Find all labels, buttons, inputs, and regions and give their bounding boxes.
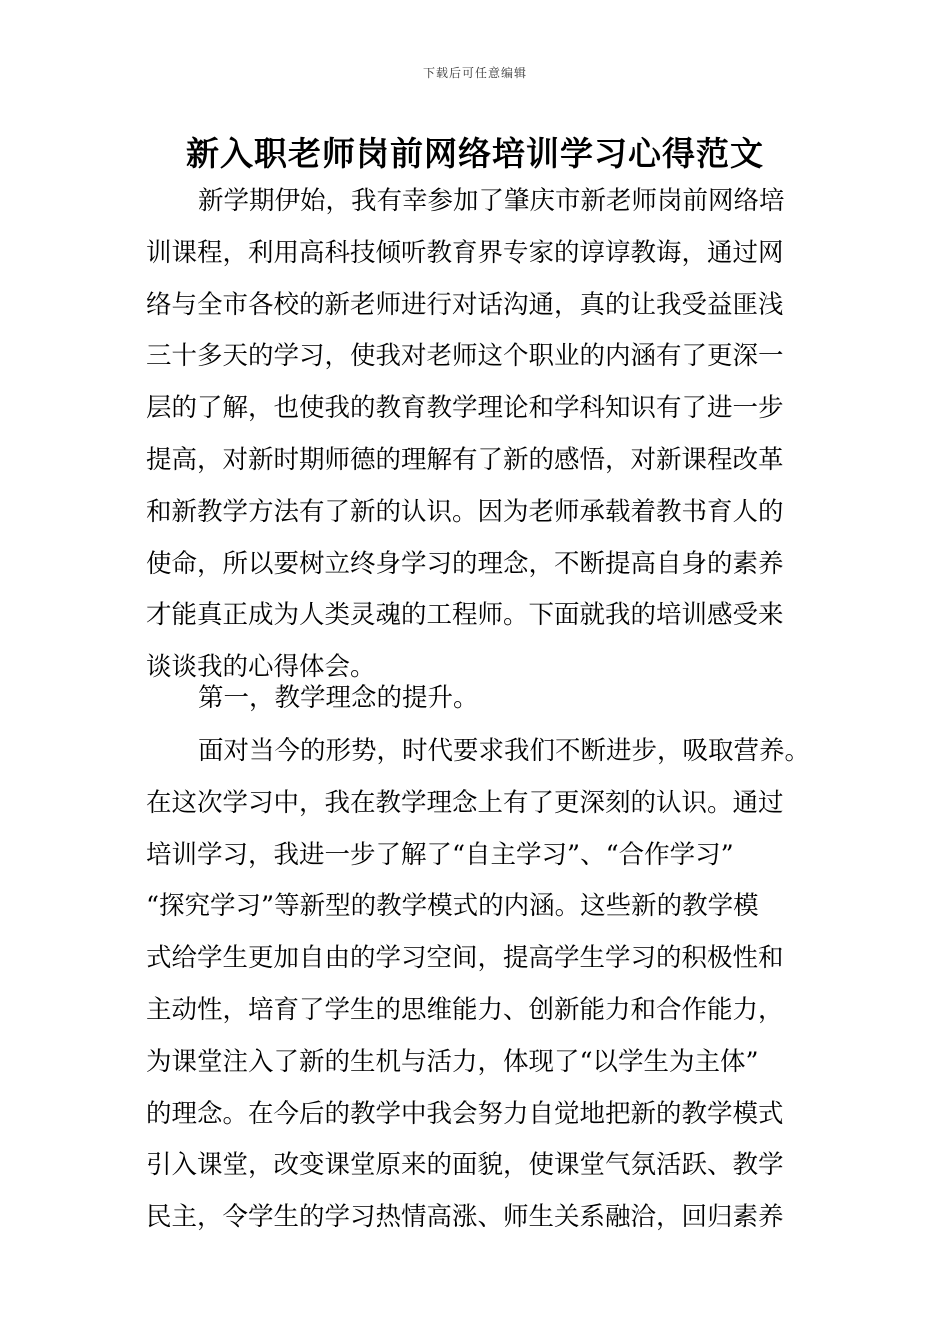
text-line: 才能真正成为人类灵魂的工程师。下面就我的培训感受来 bbox=[146, 600, 784, 631]
text-line: 新学期伊始，我有幸参加了肇庆市新老师岗前网络培 bbox=[198, 186, 785, 216]
text-line: 主动性，培育了学生的思维能力、创新能力和合作能力， bbox=[146, 994, 784, 1025]
text-line: 在这次学习中，我在教学理念上有了更深刻的认识。通过 bbox=[146, 787, 784, 818]
paragraph-intro bbox=[146, 176, 811, 694]
text-line: 式给学生更加自由的学习空间，提高学生学习的积极性和 bbox=[146, 943, 784, 974]
text-line: “探究学习”等新型的教学模式的内涵。这些新的教学模 bbox=[146, 891, 759, 922]
text-line: 和新教学方法有了新的认识。因为老师承载着教书育人的 bbox=[146, 496, 784, 527]
text-line: 谈谈我的心得体会。 bbox=[146, 652, 376, 683]
text-line: 络与全市各校的新老师进行对话沟通，真的让我受益匪浅 bbox=[146, 289, 784, 320]
text-line: 培训学习，我进一步了解了“自主学习”、“合作学习” bbox=[146, 839, 734, 870]
text-line: 的理念。在今后的教学中我会努力自觉地把新的教学模式 bbox=[146, 1098, 784, 1129]
text-line: 民主，令学生的学习热情高涨、师生关系融洽，回归素养 bbox=[146, 1202, 784, 1233]
text-line: 面对当今的形势，时代要求我们不断进步，吸取营养。 bbox=[198, 736, 811, 766]
text-line: 层的了解，也使我的教育教学理论和学科知识有了进一步 bbox=[146, 393, 784, 424]
text-line: 第一，教学理念的提升。 bbox=[198, 683, 479, 713]
text-line: 引入课堂，改变课堂原来的面貌，使课堂气氛活跃、教学 bbox=[146, 1150, 784, 1181]
document-title: 新入职老师岗前网络培训学习心得范文 bbox=[186, 134, 764, 173]
paragraph-teaching-concept bbox=[146, 726, 811, 1244]
text-line: 为课堂注入了新的生机与活力，体现了“以学生为主体” bbox=[146, 1046, 759, 1077]
section-heading bbox=[146, 673, 811, 725]
text-line: 训课程，利用高科技倾听教育界专家的谆谆教诲，通过网 bbox=[146, 237, 784, 268]
text-line: 三十多天的学习，使我对老师这个职业的内涵有了更深一 bbox=[146, 341, 784, 372]
text-line: 使命，所以要树立终身学习的理念，不断提高自身的素养 bbox=[146, 548, 784, 579]
header-note: 下载后可任意编辑 bbox=[422, 66, 527, 80]
text-line: 提高，对新时期师德的理解有了新的感悟，对新课程改革 bbox=[146, 444, 784, 475]
